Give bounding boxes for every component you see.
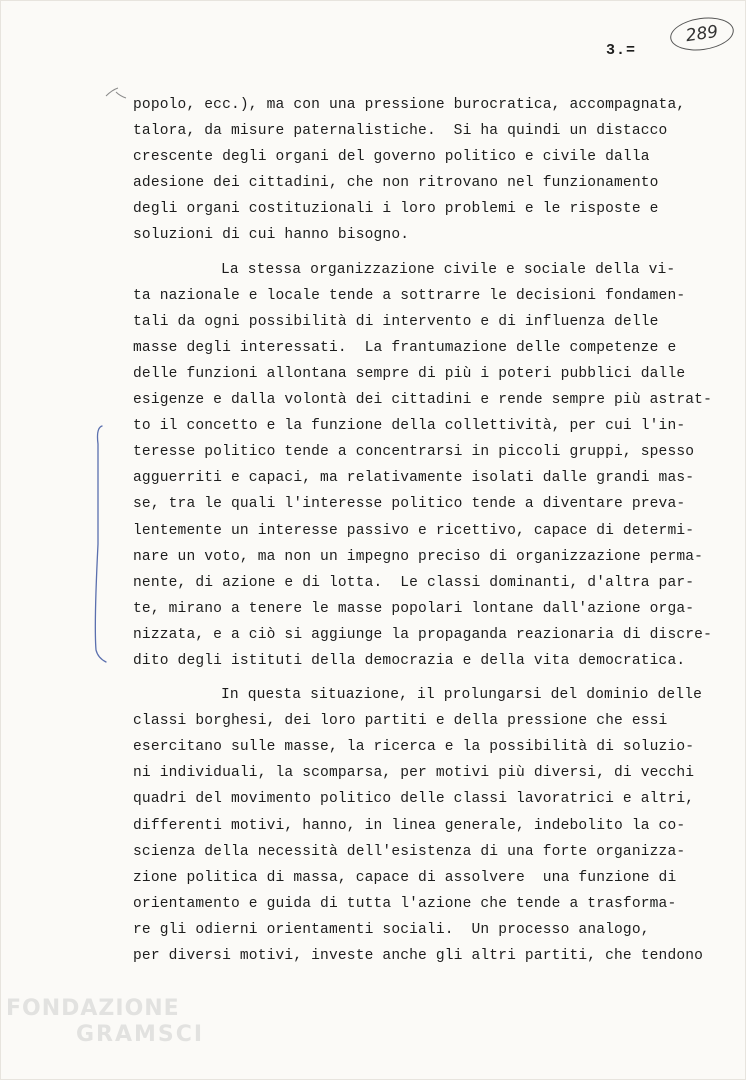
text-line: adesione dei cittadini, che non ritrovano nel funzionamento <box>133 175 659 192</box>
text-line: popolo, ecc.), ma con una pressione burocratica, accompagnata, <box>133 97 686 113</box>
text-line: La stessa organizzazione civile e sociale della vi- <box>221 261 676 278</box>
margin-bracket-annotation <box>84 424 114 674</box>
text-line: agguerriti e capaci, ma relativamente isolati dalle grandi mas- <box>133 470 695 487</box>
text-line: se, tra le quali l'interesse politico tende a diventare preva- <box>133 496 686 513</box>
text-line: tali da ogni possibilità di intervento e di influenza delle <box>133 313 659 330</box>
paragraph-gap <box>133 249 723 257</box>
text-line: re gli odierni orientamenti sociali. Un processo analogo, <box>133 921 650 938</box>
paragraph <box>133 257 723 675</box>
text-line: esigenze e dalla volontà dei cittadini e rende sempre più astrat- <box>133 392 712 409</box>
page-number: 3.= <box>606 42 637 59</box>
text-line: orientamento e guida di tutta l'azione che tende a trasforma- <box>133 895 677 912</box>
paragraph <box>133 682 723 969</box>
archive-number: 289 <box>684 21 720 47</box>
text-line: esercitano sulle masse, la ricerca e la possibilità di soluzio- <box>133 739 695 756</box>
text-line: crescente degli organi del governo politico e civile dalla <box>133 149 650 166</box>
text-line: ta nazionale e locale tende a sottrarre le decisioni fondamen- <box>133 287 686 304</box>
text-line: masse degli interessati. La frantumazione delle competenze e <box>133 339 677 356</box>
text-line: per diversi motivi, investe anche gli altri partiti, che tendono <box>133 948 704 964</box>
text-line: nente, di azione e di lotta. Le classi dominanti, d'altra par- <box>133 574 695 591</box>
text-line: teresse politico tende a concentrarsi in piccoli gruppi, spesso <box>133 444 695 461</box>
text-line: delle funzioni allontana sempre di più i poteri pubblici dalle <box>133 365 686 382</box>
text-line: nizzata, e a ciò si aggiunge la propaganda reazionaria di discre- <box>133 626 712 643</box>
text-line: ni individuali, la scomparsa, per motivi più diversi, di vecchi <box>133 765 695 782</box>
text-line: lentemente un interesse passivo e ricettivo, capace di determi- <box>133 522 695 539</box>
archive-number-stamp <box>668 14 736 55</box>
text-line: talora, da misure paternalistiche. Si ha quindi un distacco <box>133 123 668 140</box>
text-line: to il concetto e la funzione della collettività, per cui l'in- <box>133 418 686 435</box>
text-line: zione politica di massa, capace di assolvere una funzione di <box>133 869 677 886</box>
text-line: In questa situazione, il prolungarsi del dominio delle <box>221 687 703 704</box>
document-body <box>133 92 723 969</box>
text-line: dito degli istituti della democrazia e della vita democratica. <box>133 652 686 669</box>
text-line: scienza della necessità dell'esistenza di una forte organizza- <box>133 843 686 860</box>
watermark-line-1: FONDAZIONE <box>6 996 180 1021</box>
text-line: differenti motivi, hanno, in linea generale, indebolito la co- <box>133 817 686 834</box>
text-line: te, mirano a tenere le masse popolari lontane dall'azione orga- <box>133 600 695 617</box>
text-line: soluzioni di cui hanno bisogno. <box>133 227 410 244</box>
fondazione-gramsci-watermark <box>6 996 206 1066</box>
text-line: degli organi costituzionali i loro problemi e le risposte e <box>133 201 659 218</box>
text-line: quadri del movimento politico delle classi lavoratrici e altri, <box>133 791 695 808</box>
paragraph <box>133 92 723 249</box>
watermark-line-2: GRAMSCI <box>76 1022 205 1047</box>
text-line: classi borghesi, dei loro partiti e della pressione che essi <box>133 713 668 730</box>
margin-pencil-mark <box>104 84 130 114</box>
text-line: nare un voto, ma non un impegno preciso di organizzazione perma- <box>133 548 704 565</box>
paragraph-gap <box>133 674 723 682</box>
